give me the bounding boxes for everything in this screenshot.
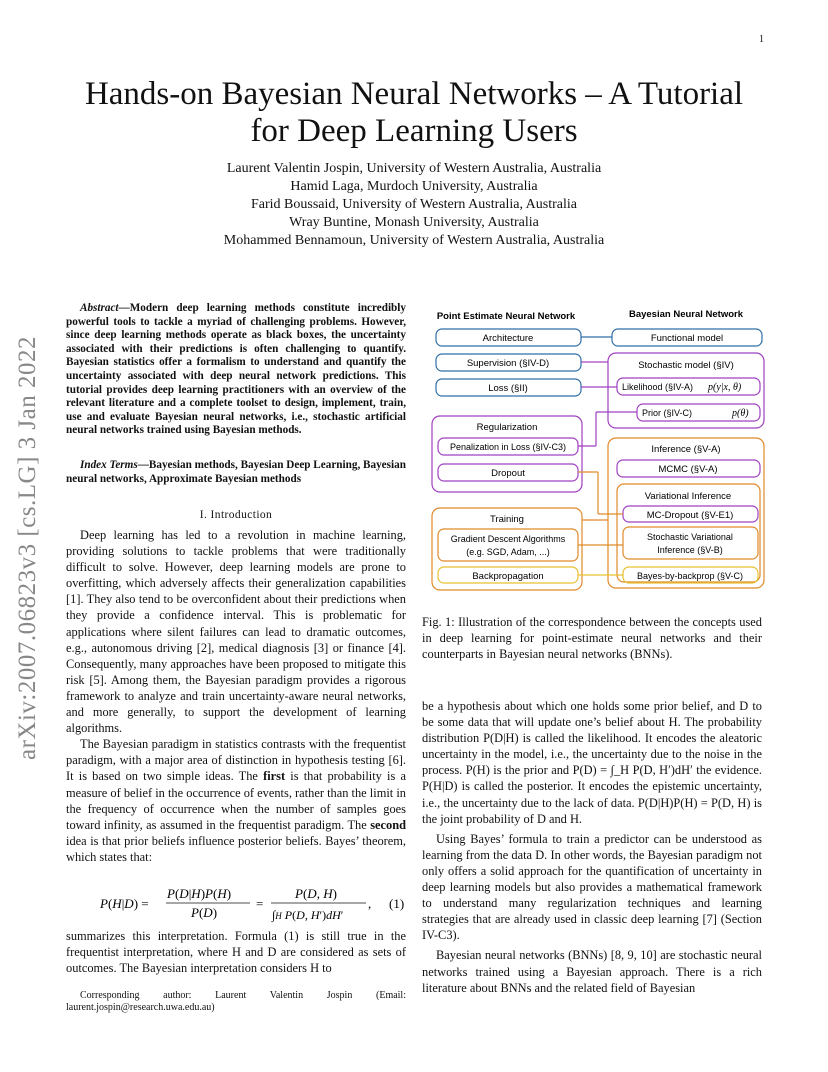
- variational-inference-label: Variational Inference: [644, 491, 732, 502]
- architecture-box: Architecture: [482, 333, 534, 344]
- figure-1-diagram: [426, 302, 768, 602]
- index-terms: Index Terms—Bayesian methods, Bayesian Deep Learning, Bayesian neural networks, Approximate Bayesian methods: [66, 459, 406, 485]
- section-heading: I. Introduction: [199, 509, 273, 521]
- svg-text:P(H|D) =: P(H|D) =: [100, 896, 149, 911]
- abstract: [66, 302, 406, 438]
- paragraph: summarizes this interpretation. Formula (1) is still true in the frequentist interpretation, where H and D are considered as sets of outcomes. The Bayesian interpretation considers H to: [66, 929, 406, 976]
- paragraph: Using Bayes’ formula to train a predictor can be understood as learning from the data D. In other words, the Bayesian paradigm not only offers a solid approach for the quantification of uncertainty in deep learning models but also provides a mathematical framework to understand many regularization techniques and learning strategies that are already used in classic deep learning [7] (Section IV-C3).: [422, 831, 762, 943]
- paragraph: Deep learning has led to a revolution in machine learning, providing solutions to tackle problems that were traditionally difficult to solve. However, deep learning models are prone to overfitting, which adversely affects their generalization capabilities [1]. They also tend to be overconfident about their predictions when they provide a confidence interval. This is problematic for applications where silent failures can lead to dramatic outcomes, e.g., autonomous driving [2], medical diagnosis [3] or finance [4]. Consequently, many approaches have been proposed to mitigate this risk [5]. Among them, the Bayesian paradigm provides a rigorous framework to analyze and train uncertainty-aware neural networks, and more generally, to support the development of learning algorithms.: [66, 528, 406, 736]
- inference-label: Inference (§V-A): [651, 444, 721, 455]
- equation-number: (1): [389, 896, 405, 911]
- paragraph: be a hypothesis about which one holds some prior belief, and D to be some data that will update one’s belief about H. The probability distribution P(D|H) is called the likelihood. It encodes the aleatoric uncertainty in the model, i.e., the uncertainty due to the noise in the process. P(H) is the prior and P(D) = ∫_H P(D, H′)dH′ the evidence. P(H|D) is called the posterior. It encodes the epistemic uncertainty, i.e., the uncertainty due to the lack of data. P(D|H)P(H) = P(D, H) is the joint probability of D and H.: [422, 699, 762, 826]
- footnote: Corresponding author: Laurent Valentin Jospin (Email: laurent.jospin@research.uwa.edu.au): [66, 990, 406, 1014]
- svg-text:P(D): P(D): [191, 905, 218, 920]
- introduction-body: [66, 527, 406, 865]
- page-number: 1: [759, 34, 764, 45]
- backprop-box: Backpropagation: [472, 571, 544, 582]
- arxiv-stamp: arXiv:2007.06823v3 [cs.LG] 3 Jan 2022: [14, 336, 41, 760]
- figure-caption: Fig. 1: Illustration of the correspondence between the concepts used in deep learning for point-estimate neural networks and their counterparts in Bayesian neural networks (BNNs).: [422, 615, 762, 661]
- svg-text:Inference (§V-B): Inference (§V-B): [657, 545, 723, 555]
- training-label: Training: [490, 514, 524, 525]
- svi-box: Stochastic Variational: [647, 532, 733, 542]
- regularization-label: Regularization: [476, 422, 538, 433]
- author-list: [40, 160, 788, 250]
- mc-dropout-box: MC-Dropout (§V-E1): [646, 510, 734, 521]
- abstract-label: Abstract: [80, 302, 119, 314]
- bbb-box: Bayes-by-backprop (§V-C): [636, 571, 744, 581]
- svg-text:,: ,: [368, 896, 372, 911]
- svg-text:P(D|H)P(H): P(D|H)P(H): [167, 886, 232, 901]
- svg-text:p(θ): p(θ): [732, 408, 749, 419]
- penalization-box: Penalization in Loss (§IV-C3): [449, 442, 567, 452]
- stochastic-model-label: Stochastic model (§IV): [638, 360, 734, 371]
- author-line: Laurent Valentin Jospin, University of Western Australia, Australia: [226, 161, 602, 176]
- loss-box: Loss (§II): [488, 383, 528, 394]
- likelihood-box: Likelihood (§IV-A): [622, 382, 694, 392]
- prior-box: Prior (§IV-C): [642, 408, 693, 418]
- svg-text:P(D, H): P(D, H): [295, 886, 337, 901]
- bayes-equation: [66, 884, 406, 924]
- author-line: Hamid Laga, Murdoch University, Australia: [290, 179, 538, 194]
- right-header: Bayesian Neural Network: [628, 309, 744, 320]
- author-line: Wray Buntine, Monash University, Australia: [289, 215, 539, 230]
- author-line: Mohammed Bennamoun, University of Western Australia, Australia: [223, 233, 605, 248]
- paper-title: Hands-on Bayesian Neural Networks – A Tutorial for Deep Learning Users: [84, 76, 744, 149]
- author-line: Farid Boussaid, University of Western Australia, Australia: [250, 197, 577, 212]
- right-column-body: [422, 698, 762, 996]
- svg-text:∫H P(D, H′)dH′: ∫H P(D, H′)dH′: [272, 908, 344, 922]
- supervision-box: Supervision (§IV-D): [466, 358, 550, 369]
- mcmc-box: MCMC (§V-A): [658, 464, 718, 475]
- svg-text:=: =: [256, 896, 264, 911]
- dropout-box: Dropout: [491, 468, 525, 479]
- functional-model-box: Functional model: [650, 333, 724, 344]
- index-terms-label: Index Terms: [80, 459, 138, 471]
- gradient-descent-box: Gradient Descent Algorithms: [450, 534, 566, 544]
- left-header: Point Estimate Neural Network: [436, 311, 576, 322]
- svg-text:p(y|x, θ): p(y|x, θ): [708, 382, 742, 393]
- abstract-text: —Modern deep learning methods constitute incredibly powerful tools to tackle a myriad of challenging problems. However, since deep learning methods operate as black boxes, the uncertainty associated with their predictions is often challenging to quantify. Bayesian statistics offer a formalism to understand and quantify the uncertainty associated with deep neural network predictions. This tutorial provides deep learning practitioners with an overview of the relevant literature and a complete toolset to design, implement, train, use and evaluate Bayesian neural networks, i.e., stochastic artificial neural networks trained using Bayesian methods.: [66, 302, 406, 437]
- svg-text:(e.g. SGD, Adam, ...): (e.g. SGD, Adam, ...): [466, 547, 550, 557]
- paragraph: Bayesian neural networks (BNNs) [8, 9, 10] are stochastic neural networks trained using a Bayesian approach. There is a rich literature about BNNs and the related field of Bayesian: [422, 948, 762, 995]
- paragraph: The Bayesian paradigm in statistics contrasts with the frequentist paradigm, with a major area of distinction in hypothesis testing [6]. It is based on two simple ideas. The first is that probability is a measure of belief in the occurrence of events, rather than the limit in the frequency of occurrence when the number of samples goes toward infinity, as assumed in the frequentist paradigm. The second idea is that prior beliefs influence posterior beliefs. Bayes’ theorem, which states that:: [66, 737, 406, 864]
